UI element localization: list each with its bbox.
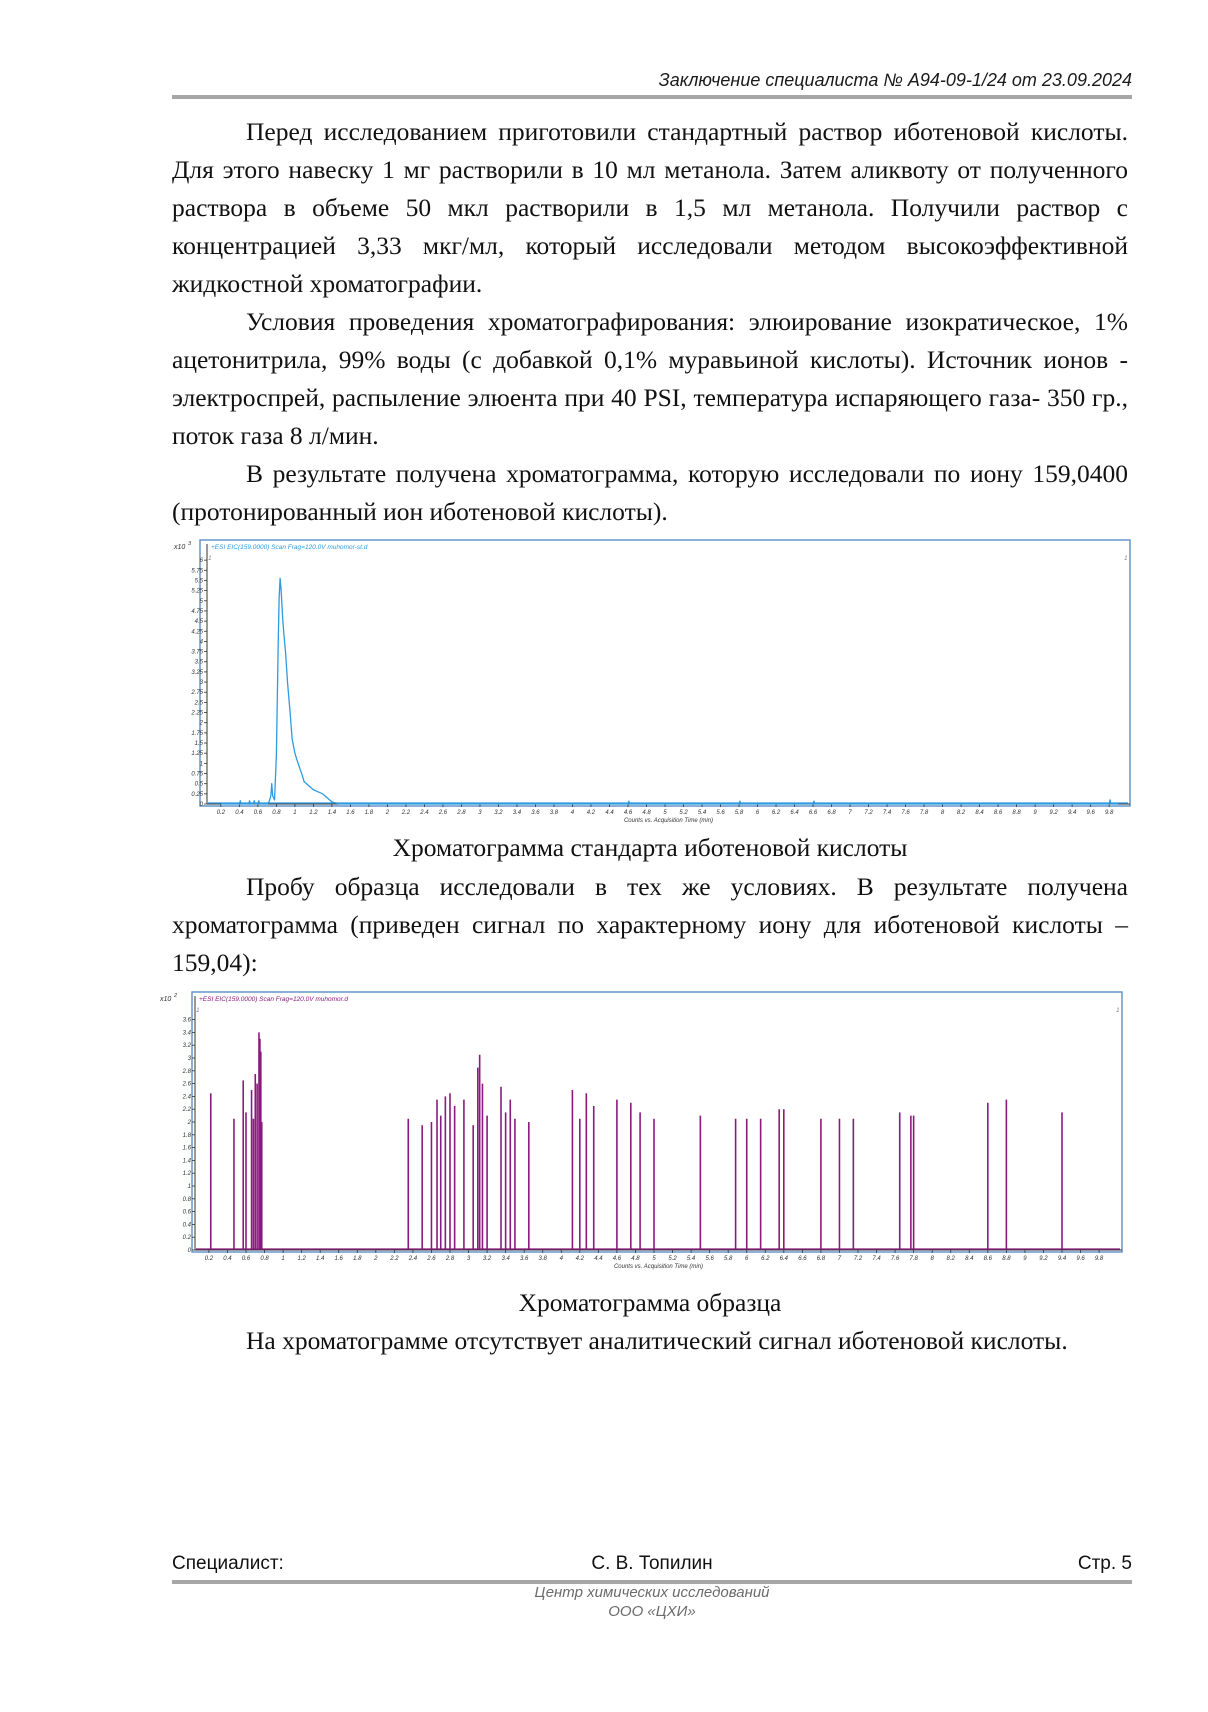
chart1-x-tick-label: 6.4 — [790, 810, 799, 816]
chart2-x-tick-label: 5.6 — [705, 1256, 714, 1262]
chart2-x-tick-label: 4.6 — [612, 1256, 622, 1262]
chart1-y-tick-label: 3 — [199, 680, 203, 687]
chart1-corner-right: 1 — [1124, 555, 1128, 562]
chart2-x-tick-label: 4.2 — [575, 1256, 584, 1262]
chart2-x-tick-label: 3.6 — [520, 1256, 529, 1262]
chart1-x-tick-label: 7.4 — [882, 810, 892, 816]
chromatogram-standard — [172, 538, 1132, 828]
chart1-x-tick-label: 2.4 — [420, 810, 429, 816]
chart2-x-tick-label: 6 — [745, 1256, 749, 1262]
chart1-x-tick-label: 2.8 — [457, 810, 466, 816]
paragraph-5: На хроматограмме отсутствует аналитический сигнал иботеновой кислоты. — [246, 1326, 1068, 1355]
chart1-y-tick-label: 6 — [199, 558, 203, 565]
chart1-y-tick-label: 0.5 — [194, 781, 203, 788]
chart1-x-tick-label: 5 — [663, 810, 667, 816]
chart1-x-tick-label: 1 — [293, 810, 297, 816]
chart1-x-tick-label: 3.2 — [494, 810, 503, 816]
text-block-2 — [172, 868, 1128, 982]
chart1-x-tick-label: 6.2 — [771, 810, 781, 816]
chart1-x-tick-label: 0.6 — [253, 810, 263, 816]
chart1-x-tick-label: 7.2 — [864, 810, 873, 816]
footer-page-number: Стр. 5 — [1077, 1553, 1132, 1574]
chart1-y-tick-label: 3.25 — [191, 669, 203, 676]
chart2-x-tick-label: 7.2 — [853, 1256, 863, 1262]
chart2-x-tick-label: 9.4 — [1057, 1256, 1067, 1262]
chart2-corner-left: 1 — [196, 1007, 200, 1014]
chart2-frame — [192, 992, 1122, 1252]
chart1-x-tick-label: 4 — [570, 810, 575, 816]
chart2-y-tick-label: 3.6 — [182, 1017, 191, 1024]
chart2-y-tick-label: 1.2 — [182, 1171, 191, 1178]
chart2-x-tick-label: 7.4 — [872, 1256, 881, 1262]
chart1-y-scale-label: x10 — [174, 544, 186, 551]
chart2-x-tick-label: 3.4 — [501, 1256, 510, 1262]
chart1-x-tick-label: 5.6 — [716, 810, 725, 816]
chart2-y-tick-label: 2.8 — [182, 1068, 191, 1075]
chart1-x-tick-label: 9.8 — [1104, 810, 1114, 816]
chart2-x-tick-label: 2.6 — [427, 1256, 436, 1262]
chromatogram-sample — [158, 990, 1124, 1280]
chart2-x-tick-label: 1.2 — [297, 1256, 306, 1262]
chart1-x-tick-label: 7.8 — [919, 810, 929, 816]
chart1-y-tick-label: 5.5 — [194, 578, 203, 585]
chart2-x-tick-label: 5.4 — [686, 1256, 696, 1262]
chart1-x-tick-label: 5.8 — [734, 810, 744, 816]
chart1-x-tick-label: 8.2 — [956, 810, 966, 816]
chart1-x-tick-label: 6.8 — [827, 810, 836, 816]
chart2-y-tick-label: 0 — [187, 1248, 191, 1254]
chart1-y-tick-label: 2.25 — [191, 710, 203, 717]
header-rule — [172, 95, 1132, 99]
chart1-corner-left: 1 — [208, 555, 212, 562]
chart1-x-tick-label: 3.4 — [512, 810, 522, 816]
chart1-x-tick-label: 4.4 — [605, 810, 614, 816]
chart2-x-tick-label: 3 — [466, 1256, 471, 1262]
chart2-y-tick-label: 3.2 — [182, 1043, 191, 1050]
chart2-y-tick-label: 0.4 — [182, 1222, 191, 1229]
chart2-x-tick-label: 4.4 — [594, 1256, 603, 1262]
chart2-y-tick-label: 0.8 — [182, 1196, 191, 1203]
chart2-x-tick-label: 4.8 — [631, 1256, 640, 1262]
chart1-x-tick-label: 2 — [385, 810, 390, 816]
footer-signature-row — [172, 1553, 1132, 1579]
paragraph-2: Условия проведения хроматографирования: элюирование изократическое, 1% ацетонитрила, 99% воды (с добавкой 0,1% муравьиной кислоты). Источник ионов - электроспрей, распыление элюента при 40 PSI, температура испаряющего газа- 350 гр., поток газа 8 л/мин. — [172, 307, 1128, 450]
chart2-x-tick-label: 5.8 — [724, 1256, 733, 1262]
text-block-3 — [172, 1322, 1128, 1360]
chart1-x-tick-label: 3.8 — [549, 810, 559, 816]
chart2-x-tick-label: 9.6 — [1076, 1256, 1085, 1262]
chart2-y-tick-label: 2.2 — [182, 1107, 191, 1114]
chart2-x-tick-label: 7 — [837, 1256, 842, 1262]
chart1-trace-title: +ESI EIC(159.0000) Scan Frag=120.0V muhomor-st.d — [211, 544, 368, 551]
chart2-y-tick-label: 0.2 — [182, 1235, 191, 1242]
footer-org-line-1: Центр химических исследований — [534, 1584, 770, 1601]
chart1-x-tick-label: 7 — [848, 810, 852, 816]
chart2-x-tick-label: 1 — [281, 1256, 285, 1262]
chart2-trace-title: +ESI EIC(159.0000) Scan Frag=120.0V muhomor.d — [199, 996, 348, 1003]
chart2-x-tick-label: 4 — [559, 1256, 563, 1262]
chart1-x-tick-label: 8 — [940, 810, 945, 816]
chromatogram-standard-svg — [172, 538, 1132, 828]
chart2-x-tick-label: 6.2 — [761, 1256, 770, 1262]
chart1-x-tick-label: 2.2 — [401, 810, 411, 816]
chart1-y-tick-label: 1.75 — [191, 730, 203, 737]
chart2-x-tick-label: 3.2 — [482, 1256, 492, 1262]
chart1-y-tick-label: 0 — [199, 802, 203, 808]
caption-chart-2: Хроматограмма образца — [518, 1288, 782, 1317]
chart1-y-tick-label: 1.5 — [194, 741, 203, 748]
chart1-y-tick-label: 3.75 — [191, 649, 203, 656]
chart1-y-tick-label: 2.5 — [194, 700, 203, 707]
chart1-x-tick-label: 4.6 — [623, 810, 633, 816]
chart2-y-tick-label: 1.4 — [182, 1158, 191, 1165]
chart2-y-scale-exponent: 2 — [174, 993, 178, 999]
chart2-x-tick-label: 7.6 — [890, 1256, 900, 1262]
paragraph-1: Перед исследованием приготовили стандартный раствор иботеновой кислоты. Для этого навеску 1 мг растворили в 10 мл метанола. Затем аликвоту от полученного раствора в объеме 50 мкл растворили в 1,5 мл метанола. Получили раствор с концентрацией 3,33 мкг/мл, который исследовали методом высокоэффективной жидкостной хроматографии. — [172, 117, 1128, 298]
chart1-x-tick-label: 0.4 — [235, 810, 244, 816]
chart1-y-tick-label: 5 — [199, 598, 203, 605]
chart2-x-tick-label: 7.8 — [909, 1256, 918, 1262]
chart2-x-tick-label: 8.8 — [1002, 1256, 1011, 1262]
chart2-x-tick-label: 5 — [652, 1256, 656, 1262]
chart1-y-tick-label: 5.75 — [191, 568, 203, 575]
chart1-x-tick-label: 0.8 — [272, 810, 281, 816]
chart2-x-tick-label: 6.8 — [816, 1256, 826, 1262]
chart1-y-tick-label: 2 — [199, 720, 203, 727]
chart2-x-tick-label: 1.4 — [316, 1256, 325, 1262]
chart1-y-tick-label: 4.25 — [191, 629, 203, 636]
chart2-x-tick-label: 6.6 — [798, 1256, 807, 1262]
chart1-x-tick-label: 1.8 — [364, 810, 374, 816]
chart2-y-tick-label: 1.8 — [182, 1132, 191, 1139]
chart2-y-tick-label: 1.6 — [182, 1145, 191, 1152]
chart1-y-tick-label: 3.5 — [194, 659, 203, 666]
chart2-x-tick-label: 2.2 — [390, 1256, 399, 1262]
chart1-y-tick-label: 4.75 — [191, 608, 203, 615]
chart1-x-tick-label: 9.2 — [1049, 810, 1058, 816]
footer-specialist-name: С. В. Топилин — [591, 1553, 713, 1574]
chart1-x-tick-label: 8.6 — [993, 810, 1003, 816]
footer-specialist-label: Специалист: — [172, 1553, 284, 1574]
chart2-y-tick-label: 3 — [187, 1056, 191, 1062]
chart2-x-tick-label: 2 — [374, 1256, 378, 1262]
chart2-x-tick-label: 0.2 — [204, 1256, 214, 1262]
chart2-x-tick-label: 3.8 — [538, 1256, 547, 1262]
chart2-x-tick-label: 8.6 — [983, 1256, 992, 1262]
chart2-x-tick-label: 0.4 — [223, 1256, 232, 1262]
chart1-y-tick-label: 0.75 — [191, 771, 203, 778]
chart1-y-scale-exponent: 3 — [188, 541, 192, 547]
chart2-x-tick-label: 0.6 — [241, 1256, 251, 1262]
chart1-x-tick-label: 1.2 — [309, 810, 318, 816]
chart1-x-tick-label: 6 — [755, 810, 760, 816]
chart1-x-tick-label: 9 — [1033, 810, 1037, 816]
page-header-title: Заключение специалиста № А94-09-1/24 от 23.09.2024 — [658, 70, 1132, 90]
chart2-x-axis-label: Counts vs. Acquisition Time (min) — [613, 1264, 704, 1270]
chart1-y-tick-label: 4.5 — [194, 619, 203, 626]
chart1-x-tick-label: 5.2 — [679, 810, 688, 816]
chart2-x-tick-label: 8 — [930, 1256, 934, 1262]
chart2-y-tick-label: 0.6 — [182, 1209, 191, 1216]
text-block-1 — [172, 113, 1128, 531]
chart1-x-tick-label: 8.8 — [1012, 810, 1021, 816]
chart2-x-tick-label: 2.8 — [445, 1256, 455, 1262]
chart1-x-tick-label: 4.2 — [586, 810, 596, 816]
footer-org-line-2: ООО «ЦХИ» — [608, 1603, 696, 1620]
chart2-y-tick-label: 1 — [187, 1184, 191, 1190]
chart1-y-tick-label: 1.25 — [191, 751, 203, 758]
chart1-x-tick-label: 7.6 — [901, 810, 910, 816]
chart2-x-tick-label: 5.2 — [668, 1256, 677, 1262]
paragraph-3: В результате получена хроматограмма, которую исследовали по иону 159,0400 (протонированный ион иботеновой кислоты). — [172, 459, 1128, 526]
caption-chart-1: Хроматограмма стандарта иботеновой кислоты — [392, 833, 908, 862]
chart1-x-tick-label: 9.4 — [1067, 810, 1077, 816]
chart2-y-tick-label: 2.6 — [182, 1081, 191, 1088]
chart2-x-tick-label: 1.6 — [334, 1256, 343, 1262]
chart1-y-tick-label: 5.25 — [191, 588, 203, 595]
chart2-y-tick-label: 2 — [187, 1120, 191, 1126]
chart1-y-tick-label: 1 — [199, 761, 203, 768]
chart2-x-tick-label: 9.8 — [1094, 1256, 1104, 1262]
chart1-x-tick-label: 3 — [478, 810, 482, 816]
chart2-x-tick-label: 0.8 — [260, 1256, 269, 1262]
chart1-y-tick-label: 4 — [199, 639, 203, 646]
chart2-y-scale-label: x10 — [160, 996, 172, 1003]
chart1-x-tick-label: 0.2 — [216, 810, 226, 816]
chart2-y-tick-label: 3.4 — [182, 1030, 191, 1037]
chart1-y-tick-label: 0.25 — [191, 791, 203, 798]
chart1-x-axis-label: Counts vs. Acquisition Time (min) — [623, 818, 714, 824]
chart1-x-tick-label: 9.6 — [1086, 810, 1095, 816]
chart1-x-tick-label: 8.4 — [975, 810, 984, 816]
chart1-x-tick-label: 2.6 — [438, 810, 448, 816]
chart1-y-tick-label: 2.75 — [191, 690, 203, 697]
chart1-x-tick-label: 5.4 — [697, 810, 707, 816]
paragraph-4: Пробу образца исследовали в тех же условиях. В результате получена хроматограмма (приведен сигнал по характерному иону для иботеновой кислоты – 159,04): — [172, 872, 1128, 977]
chart1-x-tick-label: 1.4 — [327, 810, 337, 816]
chart1-x-tick-label: 6.6 — [808, 810, 818, 816]
chart2-x-tick-label: 9 — [1023, 1256, 1027, 1262]
chart2-x-tick-label: 8.2 — [946, 1256, 955, 1262]
chart1-x-tick-label: 4.8 — [642, 810, 651, 816]
chart2-x-tick-label: 9.2 — [1039, 1256, 1048, 1262]
chart2-x-tick-label: 8.4 — [965, 1256, 974, 1262]
chart2-x-tick-label: 2.4 — [408, 1256, 418, 1262]
chart1-frame — [200, 540, 1130, 806]
chart2-x-tick-label: 1.8 — [353, 1256, 362, 1262]
chart1-x-tick-label: 3.6 — [531, 810, 540, 816]
chart1-x-tick-label: 1.6 — [346, 810, 355, 816]
chart2-corner-right: 1 — [1116, 1007, 1120, 1014]
chromatogram-sample-svg — [158, 990, 1124, 1280]
chart2-y-tick-label: 2.4 — [182, 1094, 191, 1101]
chart2-x-tick-label: 6.4 — [779, 1256, 788, 1262]
